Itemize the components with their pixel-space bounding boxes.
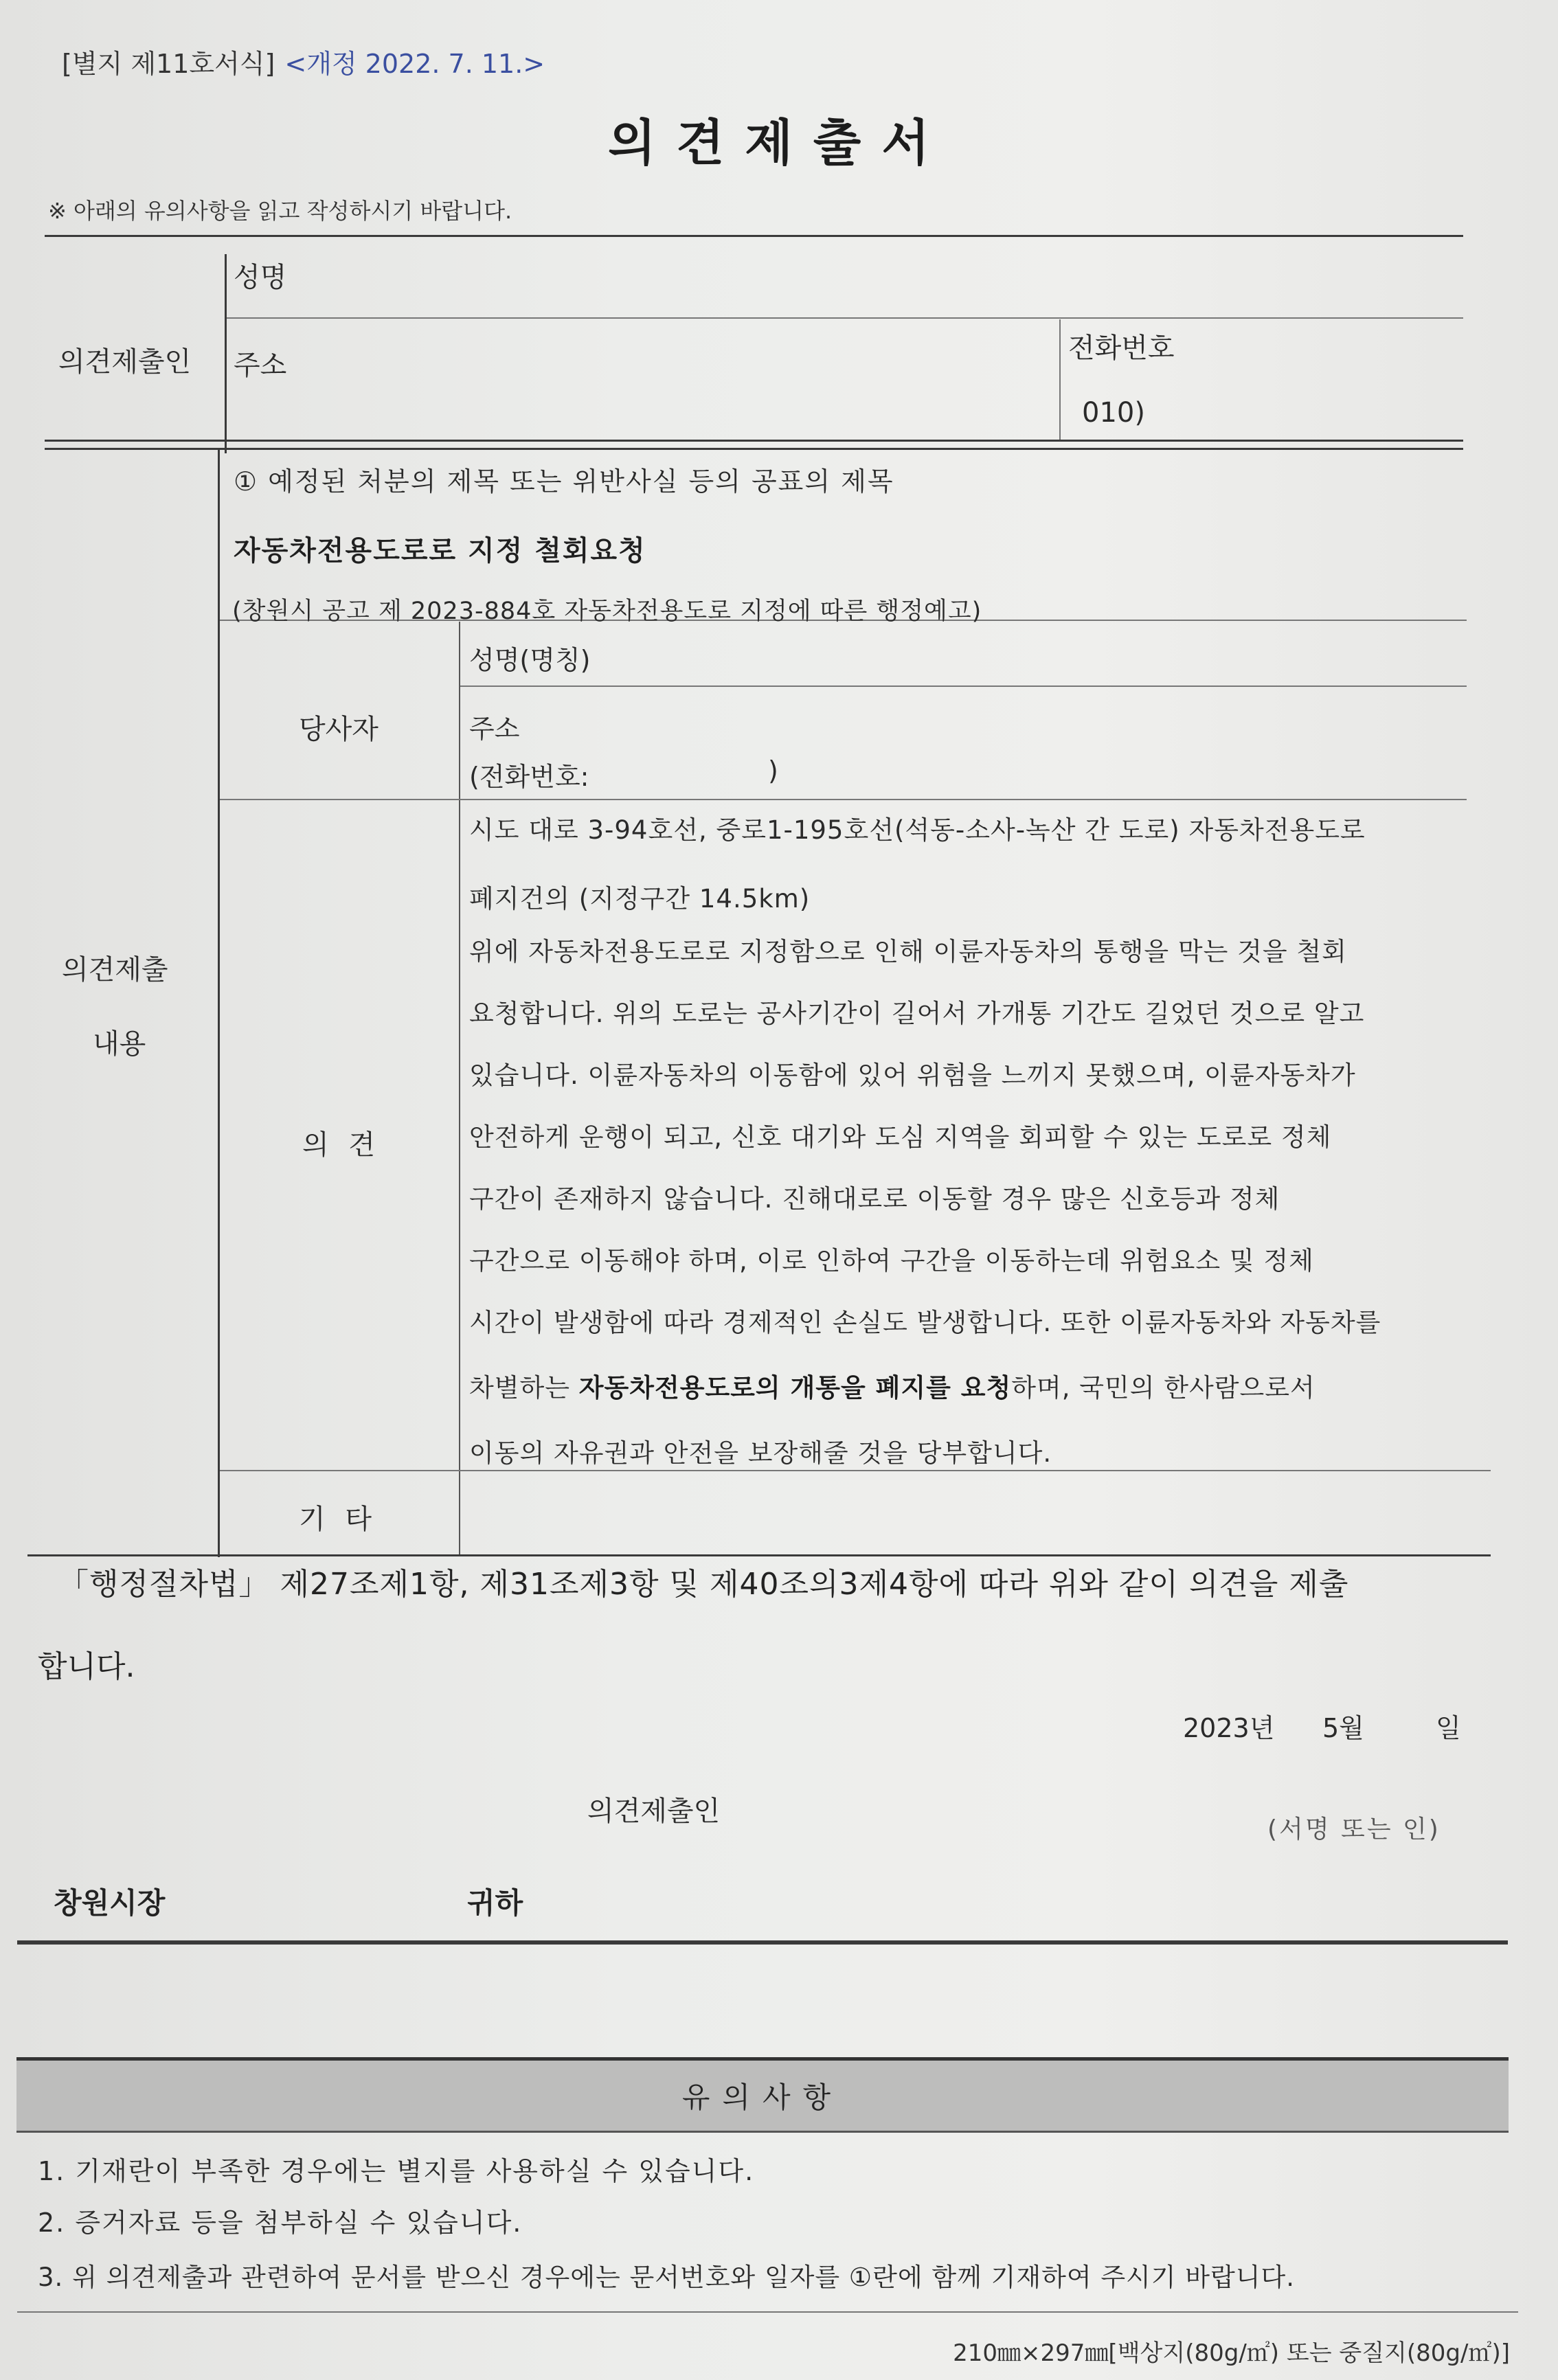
submitter-divider (225, 254, 227, 453)
notes-bottom-rule (17, 2311, 1518, 2313)
phone-divider (1059, 319, 1061, 442)
item1-label: ① 예정된 처분의 제목 또는 위반사실 등의 공표의 제목 (234, 466, 894, 497)
recipient-honorific: 귀하 (467, 1886, 523, 1920)
party-phone-label: (전화번호: (469, 762, 589, 792)
opinion-line: 시간이 발생함에 따라 경제적인 손실도 발생합니다. 또한 이륜자동차와 자동차를 (469, 1308, 1381, 1337)
submitter-bottom-border-2 (45, 448, 1463, 450)
note-item: 3. 위 의견제출과 관련하여 문서를 받으신 경우에는 문서번호와 일자를 ①란에 함께 기재하여 주시기 바랍니다. (38, 2263, 1296, 2292)
opinion-line: 폐지건의 (지정구간 14.5km) (469, 884, 811, 914)
other-label: 기 타 (299, 1504, 377, 1535)
opinion-text: 하며, 국민의 한사람으로서 (1011, 1373, 1316, 1403)
party-bottom-border (220, 799, 1467, 800)
party-label: 당사자 (299, 714, 379, 745)
name-label: 성명 (234, 262, 287, 293)
opinion-line: 안전하게 운행이 되고, 신호 대기와 도심 지역을 회피할 수 있는 도로로 정체 (469, 1122, 1332, 1152)
date-year: 2023년 (1183, 1713, 1275, 1743)
inner-divider (459, 622, 460, 1556)
opinion-label: 의 견 (302, 1129, 381, 1161)
notes-header: 유의사항 (16, 2057, 1509, 2133)
page-title: 의견제출서 (608, 114, 950, 172)
opinion-line: 있습니다. 이륜자동차의 이동함에 있어 위험을 느끼지 못했으며, 이륜자동차가 (469, 1061, 1356, 1090)
phone-value: 010) (1082, 397, 1145, 429)
date-month: 5월 (1322, 1713, 1364, 1743)
opinion-line: 요청합니다. 위의 도로는 공사기간이 길어서 가개통 기간도 길었던 것으로 알고 (469, 999, 1365, 1028)
opinion-line-emphasis (469, 1367, 1316, 1404)
instruction-notice: ※ 아래의 유의사항을 읽고 작성하시기 바랍니다. (48, 198, 512, 224)
party-address-label: 주소 (469, 714, 520, 744)
submitter-bottom-border-1 (45, 440, 1463, 442)
declaration-line-2: 합니다. (38, 1649, 135, 1684)
table-bottom-border (27, 1554, 1491, 1556)
opinion-line: 이동의 자유권과 안전을 보장해줄 것을 당부합니다. (469, 1438, 1052, 1468)
form-number-label (62, 43, 545, 80)
form-number: [별지 제11호서식] (62, 49, 275, 79)
content-divider (218, 450, 220, 1557)
opinion-line: 위에 자동차전용도로로 지정함으로 인해 이륜자동차의 통행을 막는 것을 철회 (469, 937, 1347, 966)
opinion-line: 시도 대로 3-94호선, 중로1-195호선(석동-소사-녹산 간 도로) 자동차전용도로 (469, 815, 1366, 845)
name-row-border (227, 317, 1463, 319)
party-name-border (460, 685, 1467, 687)
party-phone-close: ) (768, 756, 778, 786)
recipient: 창원시장 (54, 1886, 166, 1920)
item1-title: 자동차전용도로로 지정 철회요청 (234, 535, 646, 567)
submitter-section-label: 의견제출인 (58, 346, 192, 378)
opinion-bottom-border (220, 1470, 1491, 1471)
content-section-label-1: 의견제출 (62, 954, 168, 986)
note-item: 1. 기재란이 부족한 경우에는 별지를 사용하실 수 있습니다. (38, 2156, 755, 2186)
opinion-line: 구간으로 이동해야 하며, 이로 인하여 구간을 이동하는데 위험요소 및 정체 (469, 1246, 1314, 1276)
paper-spec: 210㎜×297㎜[백상지(80g/㎡) 또는 중질지(80g/㎡)] (953, 2339, 1510, 2367)
party-name-label: 성명(명칭) (469, 645, 591, 675)
opinion-bold-text: 자동차전용도로의 개통을 폐지를 요청 (578, 1373, 1012, 1403)
revision-date: <개정 2022. 7. 11.> (284, 49, 545, 79)
table-top-border (45, 235, 1463, 237)
opinion-text: 차별하는 (469, 1373, 579, 1403)
opinion-line: 구간이 존재하지 않습니다. 진해대로로 이동할 경우 많은 신호등과 정체 (469, 1184, 1280, 1214)
content-section-label-2: 내용 (93, 1028, 146, 1060)
note-item: 2. 증거자료 등을 첨부하실 수 있습니다. (38, 2208, 523, 2238)
address-label: 주소 (234, 350, 287, 381)
signature-label: (서명 또는 인) (1267, 1815, 1441, 1844)
declaration-bottom-rule (17, 1940, 1508, 1945)
date-day: 일 (1436, 1713, 1461, 1743)
submitter-sign-label: 의견제출인 (587, 1795, 721, 1827)
phone-label: 전화번호 (1068, 332, 1175, 364)
declaration-line-1: 「행정절차법」 제27조제1항, 제31조제3항 및 제40조의3제4항에 따라 위와 같이 의견을 제출 (58, 1567, 1349, 1602)
item1-subtitle: (창원시 공고 제 2023-884호 자동차전용도로 지정에 따른 행정예고) (232, 598, 982, 625)
